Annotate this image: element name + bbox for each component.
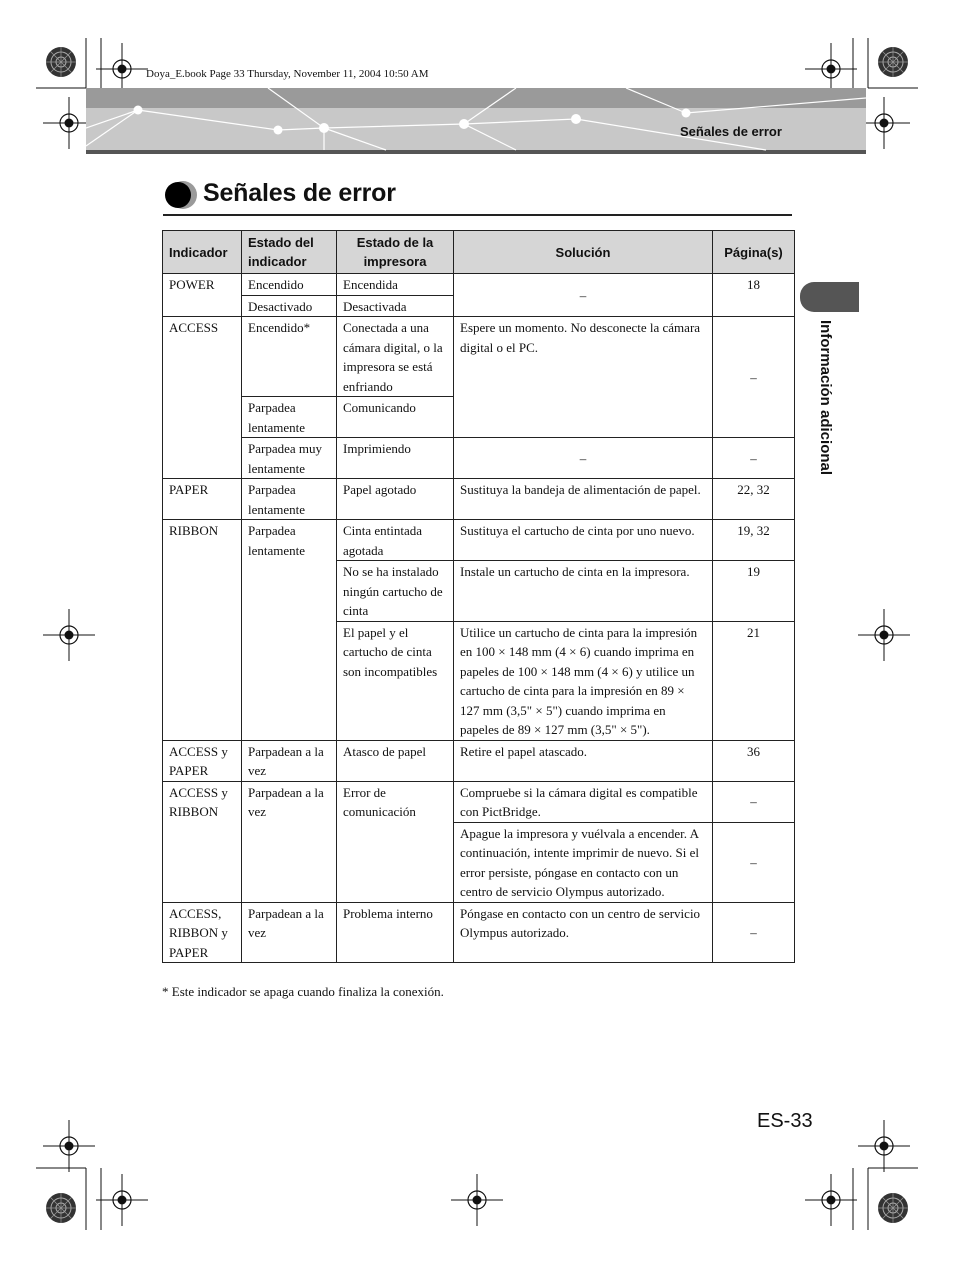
- cell-printer-state: El papel y el cartucho de cinta son incompatibles: [337, 621, 454, 740]
- cell-pages: 22, 32: [713, 479, 795, 520]
- cell-indicator: PAPER: [163, 479, 242, 520]
- footnote: * Este indicador se apaga cuando finaliza la conexión.: [162, 984, 444, 999]
- cell-pages: –: [713, 781, 795, 822]
- cell-indicator-state: Parpadean a la vez: [242, 902, 337, 963]
- cell-pages: 18: [713, 274, 795, 317]
- cell-printer-state: Imprimiendo: [337, 438, 454, 479]
- cell-pages: 19, 32: [713, 520, 795, 561]
- title-bullet-icon: [164, 180, 198, 210]
- table-row: [163, 740, 795, 781]
- book-info-line: Doya_E.book Page 33 Thursday, November 11, 2004 10:50 AM: [146, 68, 429, 80]
- cell-solution: Utilice un cartucho de cinta para la impresión en 100 × 148 mm (4 × 6) cuando imprima en papeles de 100 × 148 mm (4 × 6) y utilice un cartucho de cinta para la impresión en 89 × 127 mm (3,5" × 5") cuando imprima en papeles de 89 × 127 mm (3,5" × 5").: [454, 621, 713, 740]
- cell-solution: Apague la impresora y vuélvala a encender. A continuación, intente imprimir de nuevo. Si el error persiste, póngase en contacto con un centro de servicio Olympus autorizado.: [454, 822, 713, 902]
- cell-indicator-state: Desactivado: [242, 295, 337, 317]
- cell-indicator: ACCESS y RIBBON: [163, 781, 242, 902]
- cell-solution: Espere un momento. No desconecte la cámara digital o el PC.: [454, 317, 713, 438]
- cell-indicator: POWER: [163, 274, 242, 317]
- cell-solution: Póngase en contacto con un centro de servicio Olympus autorizado.: [454, 902, 713, 963]
- chapter-tab-label: Información adicional: [817, 320, 834, 476]
- cell-solution: Instale un cartucho de cinta en la impresora.: [454, 561, 713, 622]
- cell-indicator-state: Parpadea lentamente: [242, 520, 337, 741]
- header-pages: Página(s): [713, 231, 795, 274]
- cell-indicator-state: Parpadea lentamente: [242, 479, 337, 520]
- cell-printer-state: Papel agotado: [337, 479, 454, 520]
- cell-indicator-state: Parpadea muy lentamente: [242, 438, 337, 479]
- table-row: [163, 520, 795, 561]
- page-title: Señales de error: [203, 179, 396, 207]
- table-row: [163, 438, 795, 479]
- cell-indicator: ACCESS: [163, 317, 242, 479]
- cell-indicator-state: Encendido: [242, 274, 337, 296]
- cell-pages: –: [713, 902, 795, 963]
- cell-solution: Sustituya el cartucho de cinta por uno nuevo.: [454, 520, 713, 561]
- table-row: [163, 902, 795, 963]
- chapter-tab: [800, 282, 859, 312]
- cell-solution: Retire el papel atascado.: [454, 740, 713, 781]
- cell-printer-state: Atasco de papel: [337, 740, 454, 781]
- header-printer-state: Estado de la impresora: [337, 231, 454, 274]
- cell-indicator-state: Parpadea lentamente: [242, 397, 337, 438]
- header-band: [86, 88, 866, 154]
- cell-pages: 36: [713, 740, 795, 781]
- cell-solution: –: [454, 438, 713, 479]
- cell-indicator: ACCESS, RIBBON y PAPER: [163, 902, 242, 963]
- page-number: ES-33: [757, 1110, 813, 1132]
- cell-solution: –: [454, 274, 713, 317]
- cell-pages: –: [713, 438, 795, 479]
- table-row: [163, 317, 795, 397]
- cell-printer-state: Error de comunicación: [337, 781, 454, 902]
- cell-printer-state: Cinta entintada agotada: [337, 520, 454, 561]
- table-row: [163, 274, 795, 296]
- cell-pages: 21: [713, 621, 795, 740]
- header-section-title: Señales de error: [680, 124, 782, 139]
- cell-indicator-state: Parpadean a la vez: [242, 740, 337, 781]
- cell-pages: –: [713, 317, 795, 438]
- title-divider: [163, 214, 792, 216]
- header-indicator-state: Estado del indicador: [242, 231, 337, 274]
- cell-printer-state: Conectada a una cámara digital, o la impresora se está enfriando: [337, 317, 454, 397]
- cell-printer-state: No se ha instalado ningún cartucho de cinta: [337, 561, 454, 622]
- cell-indicator: RIBBON: [163, 520, 242, 741]
- cell-indicator-state: Encendido*: [242, 317, 337, 397]
- cell-printer-state: Encendida: [337, 274, 454, 296]
- header-indicator: Indicador: [163, 231, 242, 274]
- cell-printer-state: Problema interno: [337, 902, 454, 963]
- cell-solution: Sustituya la bandeja de alimentación de papel.: [454, 479, 713, 520]
- cell-pages: –: [713, 822, 795, 902]
- cell-printer-state: Comunicando: [337, 397, 454, 438]
- error-signals-table: [162, 230, 795, 963]
- cell-indicator-state: Parpadean a la vez: [242, 781, 337, 902]
- cell-printer-state: Desactivada: [337, 295, 454, 317]
- table-row: [163, 479, 795, 520]
- header-solution: Solución: [454, 231, 713, 274]
- table-header-row: [163, 231, 795, 274]
- table-row: [163, 781, 795, 822]
- cell-pages: 19: [713, 561, 795, 622]
- cell-solution: Compruebe si la cámara digital es compatible con PictBridge.: [454, 781, 713, 822]
- cell-indicator: ACCESS y PAPER: [163, 740, 242, 781]
